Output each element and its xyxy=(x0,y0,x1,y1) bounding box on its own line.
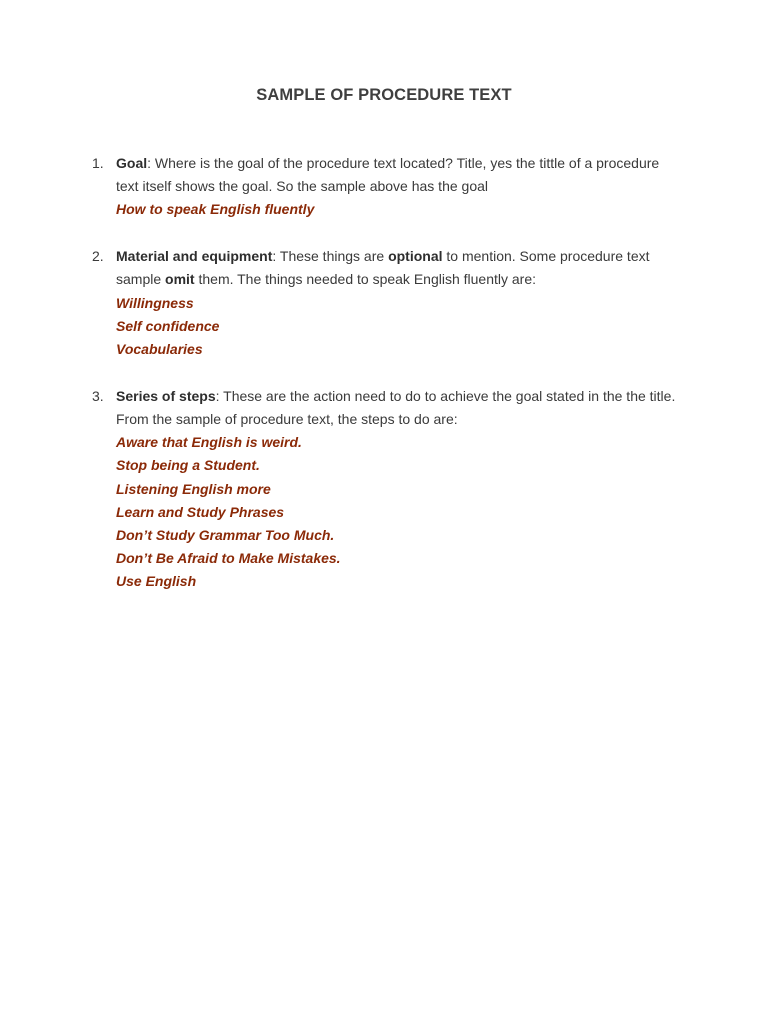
item-description: : Where is the goal of the procedure text located? Title, yes the tittle of a procedure text itself shows the goal. So the sample above has the goal xyxy=(116,155,660,195)
emphasis-text: omit xyxy=(165,271,195,288)
item-description: to mention. Some procedure text sample xyxy=(116,248,650,288)
answer-line: Aware that English is weird. xyxy=(116,434,302,451)
answer-line: Self confidence xyxy=(116,317,220,334)
answer-line: How to speak English fluently xyxy=(116,201,315,218)
procedure-elements-list xyxy=(92,152,682,617)
answer-line: Listening English more xyxy=(116,480,271,497)
answer-line: Learn and Study Phrases xyxy=(116,503,285,520)
answer-line: Don’t Be Afraid to Make Mistakes. xyxy=(116,550,341,567)
item-term: Goal xyxy=(116,155,148,171)
answer-line: Vocabularies xyxy=(116,341,203,358)
item-term: Series of steps xyxy=(116,387,216,404)
answer-line: Willingness xyxy=(116,294,194,311)
list-item-steps xyxy=(92,385,682,594)
item-description: : These things are xyxy=(272,248,389,265)
list-item-material xyxy=(92,245,682,361)
list-item-goal xyxy=(92,152,682,222)
emphasis-text: optional xyxy=(388,248,443,265)
item-description: : These are the action need to do to achieve the goal stated in the the title. From the sample of procedure text, the steps to do are: xyxy=(116,387,676,428)
item-term: Material and equipment xyxy=(116,248,273,265)
list-number: 1. xyxy=(92,155,104,171)
page-title: SAMPLE OF PROCEDURE TEXT xyxy=(256,86,512,104)
list-number: 3. xyxy=(92,387,104,404)
answer-line: Use English xyxy=(116,573,197,590)
answer-line: Don’t Study Grammar Too Much. xyxy=(116,527,335,544)
answer-line: Stop being a Student. xyxy=(116,457,260,474)
list-number: 2. xyxy=(92,248,104,265)
item-description: them. The things needed to speak English fluently are: xyxy=(194,271,536,288)
